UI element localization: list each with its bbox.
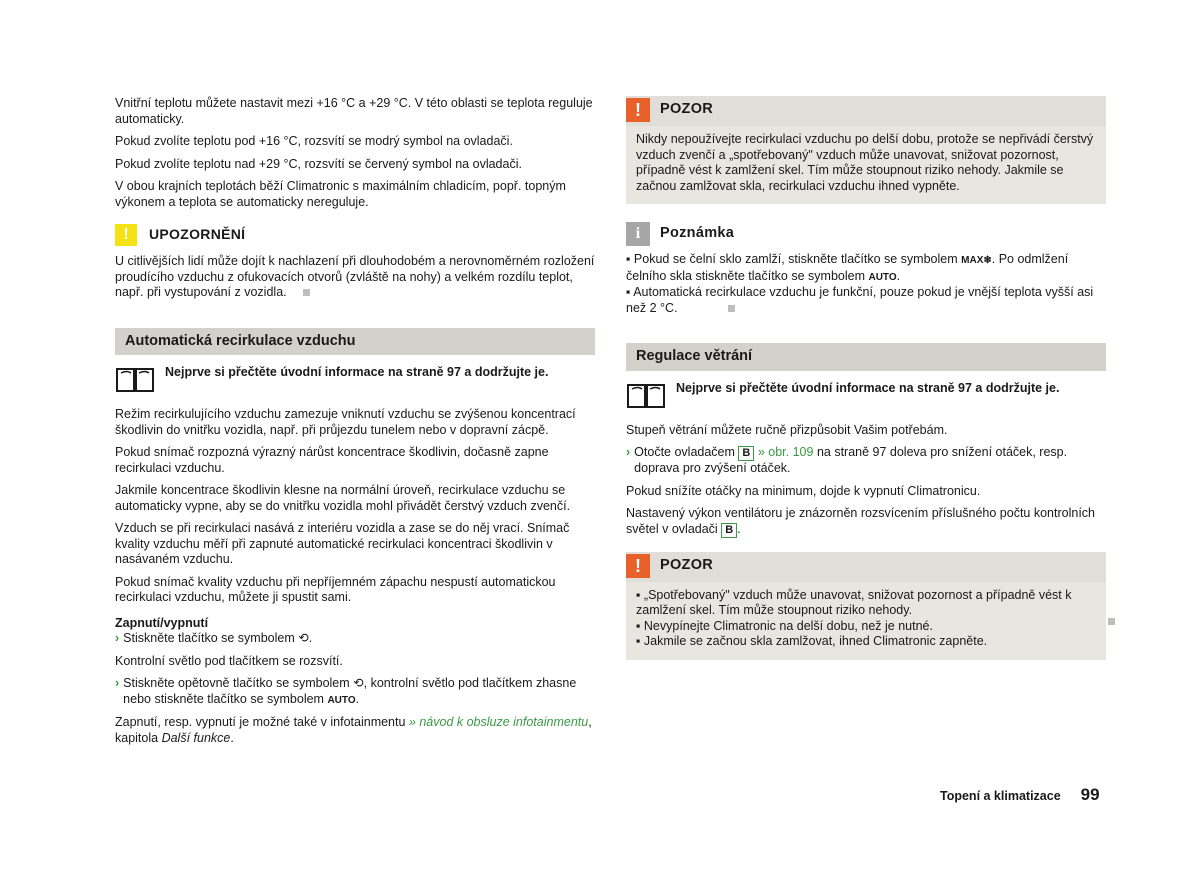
paragraph: Nastavený výkon ventilátoru je znázorněn rozsvícením příslušného počtu kontrolních světel v ovladači B . xyxy=(626,506,1095,536)
left-column xyxy=(115,96,595,753)
read-note-text: Nejprve si přečtěte úvodní informace na straně 97 a dodržujte je. xyxy=(676,380,1060,395)
note-title: Poznámka xyxy=(660,225,735,242)
auto-symbol: AUTO xyxy=(868,271,897,283)
caution-icon: ! xyxy=(626,554,650,578)
step-item: › Otočte ovladačem B » obr. 109 na straně 97 doleva pro snížení otáček, resp. doprava pro zvýšení otáček. xyxy=(626,445,1068,475)
chapter-title: Topení a klimatizace xyxy=(940,789,1061,803)
paragraph: Pokud zvolíte teplotu nad +29 °C, rozsvítí se červený symbol na ovladači. xyxy=(115,156,522,171)
manual-link[interactable]: » návod k obsluze infotainmentu xyxy=(408,715,589,729)
note-item: ▪ Automatická recirkulace vzduchu je funkční, pouze pokud je vnější teplota vyšší asi než 2 °C. xyxy=(626,285,1094,315)
info-icon: i xyxy=(626,222,650,246)
paragraph: Zapnutí, resp. vypnutí je možné také v infotainmentu » návod k obsluze infotainmentu, kapitola Další funkce. xyxy=(115,715,592,745)
caution-title: POZOR xyxy=(660,556,714,573)
caution-icon: ! xyxy=(626,98,650,122)
page-number: 99 xyxy=(1080,785,1100,804)
caution-text: Nikdy nepoužívejte recirkulaci vzduchu po delší dobu, protože se nepřivádí čerstvý vzduch zvenčí a „spotřebovaný" vzduch může unavovat, snižovat pozornost, případně vést k zamlžení skel. Tím může stoupnout riziko nehody. Jakmile se začnou zamlžovat skla, recirkulaci vzduchu ihned vypněte. xyxy=(636,132,1094,193)
section-title: Automatická recirkulace vzduchu xyxy=(115,328,595,356)
caution-header xyxy=(626,552,1106,582)
figure-link[interactable]: » obr. 109 xyxy=(757,445,814,459)
book-icon xyxy=(626,381,666,409)
recirculation-icon: ⟲ xyxy=(353,676,364,690)
right-column xyxy=(626,96,1106,678)
step-item: › Stiskněte tlačítko se symbolem ⟲. xyxy=(115,631,313,645)
paragraph: Pokud snímač rozpozná výrazný nárůst koncentrace škodlivin, dočasně zapne recirkulaci vzduchu. xyxy=(115,445,549,475)
paragraph: Jakmile koncentrace škodlivin klesne na normální úroveň, recirkulace vzduchu se automaticky vypne, aby se do vnitřku vozidla mohl přivádět čerstvý vzduch zvenčí. xyxy=(115,483,571,513)
end-marker-icon xyxy=(728,305,735,312)
paragraph: Vnitřní teplotu můžete nastavit mezi +16 °C a +29 °C. V této oblasti se teplota reguluje automaticky. xyxy=(115,96,593,126)
caution-box xyxy=(626,96,1106,204)
read-note xyxy=(115,365,595,393)
note-header xyxy=(626,222,1106,246)
book-icon xyxy=(115,365,155,393)
paragraph: Stupeň větrání můžete ručně přizpůsobit Vašim potřebám. xyxy=(626,422,948,437)
recirculation-icon: ⟲ xyxy=(298,631,309,645)
chapter-name: Další funkce xyxy=(161,730,231,745)
paragraph: Režim recirkulujícího vzduchu zamezuje vniknutí vzduchu se zvýšenou koncentrací škodlivin do vnitřku vozidla, např. při průjezdu tunelem nebo v dopravní zácpě. xyxy=(115,407,576,437)
subheading: Zapnutí/vypnutí xyxy=(115,615,209,630)
caution-item: ▪ Nevypínejte Climatronic na delší dobu, než je nutné. xyxy=(636,618,933,633)
caution-box xyxy=(626,552,1106,660)
page-footer xyxy=(940,787,1100,805)
max-defrost-symbol: MAX❄ xyxy=(961,255,992,266)
arrow-bullet-icon: › xyxy=(115,676,120,690)
warning-header xyxy=(115,224,595,246)
paragraph: Pokud snížíte otáčky na minimum, dojde k vypnutí Climatronicu. xyxy=(626,483,981,498)
paragraph: Pokud zvolíte teplotu pod +16 °C, rozsvítí se modrý symbol na ovladači. xyxy=(115,134,513,148)
control-key-b: B xyxy=(721,523,737,538)
warning-icon: ! xyxy=(115,224,137,246)
auto-symbol: AUTO xyxy=(327,694,356,706)
arrow-bullet-icon: › xyxy=(115,631,120,645)
note-item: ▪ Pokud se čelní sklo zamlží, stiskněte tlačítko se symbolem MAX❄. Po odmlžení čelního skla stiskněte tlačítko se symbolem AUTO. xyxy=(626,252,1069,283)
end-marker-icon xyxy=(1108,618,1115,625)
step-item: › Stiskněte opětovně tlačítko se symbolem ⟲, kontrolní světlo pod tlačítkem zhasne nebo stiskněte tlačítko se symbolem AUTO. xyxy=(115,676,595,708)
caution-header xyxy=(626,96,1106,126)
end-marker-icon xyxy=(303,289,310,296)
caution-item: ▪ „Spotřebovaný" vzduch může unavovat, snižovat pozornost a případně vést k zamlžení skel. Tím může stoupnout riziko nehody. xyxy=(636,587,1072,617)
read-note-text: Nejprve si přečtěte úvodní informace na straně 97 a dodržujte je. xyxy=(165,365,549,379)
caution-title: POZOR xyxy=(660,101,714,118)
paragraph: Pokud snímač kvality vzduchu při nepříjemném zápachu nespustí automatickou recirkulaci vzduchu, můžete ji spustit sami. xyxy=(115,574,556,604)
paragraph: V obou krajních teplotách běží Climatronic s maximálním chladicím, popř. topným výkonem a teplota se automaticky nereguluje. xyxy=(115,179,566,209)
control-key-b: B xyxy=(738,446,754,461)
read-note xyxy=(626,381,1106,409)
arrow-bullet-icon: › xyxy=(626,445,631,459)
caution-item: ▪ Jakmile se začnou skla zamlžovat, ihned Climatronic zapněte. xyxy=(636,634,988,648)
paragraph: Vzduch se při recirkulaci nasává z interiéru vozidla a zase se do něj vrací. Snímač kvality vzduchu měří při zapnuté automatické recirkulaci koncentraci škodlivin v nasávaném vzduchu. xyxy=(115,521,570,566)
warning-text: U citlivějších lidí může dojít k nachlazení při dlouhodobém a nerovnoměrném rozložení proudícího vzduchu z ofukovacích otvorů (zvláště na nohy) a velkém rozdílu teplot, např. při vystupování z vozidla. xyxy=(115,254,595,299)
paragraph: Kontrolní světlo pod tlačítkem se rozsvítí. xyxy=(115,653,343,668)
warning-title: UPOZORNĚNÍ xyxy=(149,226,246,243)
section-title: Regulace větrání xyxy=(626,343,1106,371)
